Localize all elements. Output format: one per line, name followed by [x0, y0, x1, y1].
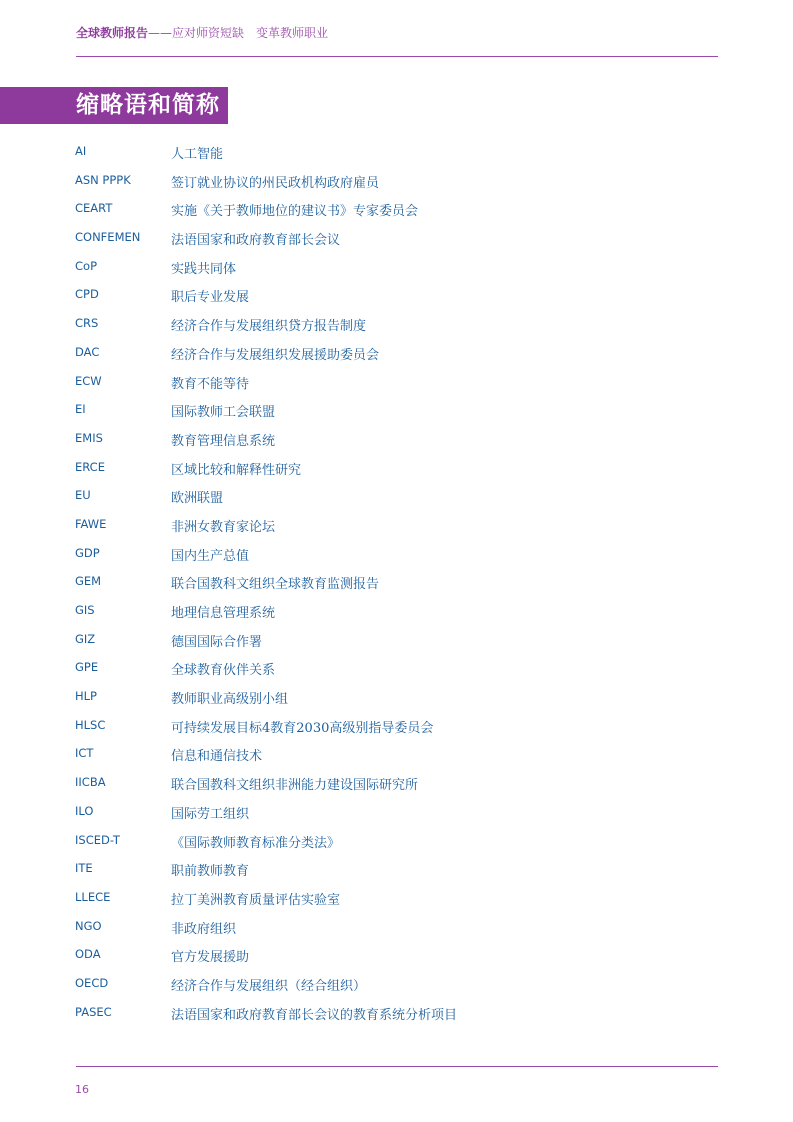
- abbreviation-list: [0, 138, 793, 1027]
- abbreviation-code: ODA: [75, 947, 101, 962]
- abbreviation-row: [0, 597, 793, 626]
- abbreviation-definition: 非洲女教育家论坛: [171, 519, 276, 535]
- abbreviation-row: [0, 339, 793, 368]
- abbreviation-code: CONFEMEN: [75, 230, 141, 245]
- abbreviation-row: [0, 970, 793, 999]
- abbreviation-definition: 法语国家和政府教育部长会议: [171, 233, 341, 249]
- abbreviation-code: GIZ: [75, 631, 96, 646]
- abbreviation-definition: 地理信息管理系统: [171, 606, 276, 621]
- abbreviation-row: [0, 425, 793, 454]
- abbreviation-definition: 经济合作与发展组织（经合组织）: [171, 978, 367, 994]
- abbreviation-definition: 德国国际合作署: [171, 634, 263, 650]
- abbreviation-row: [0, 654, 793, 683]
- footer-divider: [76, 1066, 718, 1067]
- abbreviation-row: [0, 769, 793, 798]
- abbreviation-code: OECD: [75, 975, 109, 990]
- abbreviation-definition: 教育不能等待: [171, 376, 250, 392]
- abbreviation-code: AI: [75, 144, 87, 158]
- abbreviation-definition: 可持续发展目标4教育2030高级别指导委员会: [171, 720, 434, 736]
- abbreviation-definition: 职后专业发展: [171, 290, 250, 306]
- abbreviation-row: [0, 195, 793, 224]
- abbreviation-code: ISCED-T: [75, 832, 120, 847]
- abbreviation-row: [0, 138, 793, 167]
- abbreviation-code: ERCE: [75, 459, 105, 474]
- abbreviation-definition: 全球教育伙伴关系: [171, 663, 276, 679]
- report-subtitle: ——应对师资短缺 变革教师职业: [148, 26, 329, 40]
- abbreviation-row: [0, 740, 793, 769]
- abbreviation-definition: 非政府组织: [171, 921, 237, 937]
- abbreviation-definition: 经济合作与发展组织贷方报告制度: [171, 319, 367, 335]
- report-title: 全球教师报告: [76, 26, 149, 40]
- abbreviation-code: LLECE: [75, 889, 111, 904]
- abbreviation-row: [0, 913, 793, 942]
- abbreviation-code: ILO: [75, 803, 94, 818]
- abbreviation-row: [0, 855, 793, 884]
- abbreviation-row: [0, 884, 793, 913]
- abbreviation-definition: 联合国教科文组织非洲能力建设国际研究所: [171, 778, 419, 794]
- abbreviation-definition: 国内生产总值: [171, 548, 250, 564]
- abbreviation-row: [0, 482, 793, 511]
- abbreviation-code: EI: [75, 402, 86, 417]
- abbreviation-code: CoP: [75, 258, 98, 273]
- abbreviation-definition: 法语国家和政府教育部长会议的教育系统分析项目: [171, 1007, 458, 1023]
- abbreviation-definition: 教育管理信息系统: [171, 433, 276, 449]
- abbreviation-code: GDP: [75, 545, 100, 560]
- abbreviation-definition: 《国际教师教育标准分类法》: [171, 835, 341, 851]
- abbreviation-definition: 信息和通信技术: [171, 749, 263, 765]
- section-title-band: [0, 87, 228, 124]
- abbreviation-definition: 职前教师教育: [171, 864, 250, 880]
- abbreviation-row: [0, 310, 793, 339]
- abbreviation-row: [0, 798, 793, 827]
- abbreviation-code: PASEC: [75, 1004, 112, 1019]
- abbreviation-definition: 国际教师工会联盟: [171, 405, 276, 421]
- abbreviation-code: CPD: [75, 287, 99, 302]
- abbreviation-definition: 欧洲联盟: [171, 491, 224, 507]
- running-header: [76, 25, 328, 41]
- abbreviation-row: [0, 368, 793, 397]
- abbreviation-definition: 人工智能: [171, 147, 224, 162]
- abbreviation-code: GEM: [75, 574, 102, 589]
- abbreviation-definition: 签订就业协议的州民政机构政府雇员: [171, 175, 380, 191]
- abbreviation-code: EU: [75, 488, 91, 503]
- abbreviation-row: [0, 454, 793, 483]
- abbreviation-definition: 经济合作与发展组织发展援助委员会: [171, 347, 380, 363]
- abbreviation-code: IICBA: [75, 775, 106, 790]
- abbreviation-row: [0, 827, 793, 856]
- header-divider: [76, 56, 718, 57]
- abbreviation-row: [0, 568, 793, 597]
- abbreviation-code: ICT: [75, 746, 94, 761]
- abbreviation-definition: 拉丁美洲教育质量评估实验室: [171, 892, 341, 908]
- abbreviation-row: [0, 941, 793, 970]
- abbreviation-row: [0, 253, 793, 282]
- abbreviation-row: [0, 281, 793, 310]
- abbreviation-row: [0, 167, 793, 196]
- abbreviation-code: GIS: [75, 603, 95, 617]
- abbreviation-definition: 教师职业高级别小组: [171, 692, 289, 708]
- abbreviation-code: FAWE: [75, 516, 107, 531]
- abbreviation-row: [0, 999, 793, 1028]
- abbreviation-code: GPE: [75, 660, 99, 675]
- abbreviation-code: ASN PPPK: [75, 172, 131, 187]
- abbreviation-code: CEART: [75, 201, 113, 216]
- abbreviation-code: HLSC: [75, 717, 106, 732]
- abbreviation-row: [0, 511, 793, 540]
- page-title: 缩略语和简称: [76, 92, 220, 118]
- abbreviation-definition: 区域比较和解释性研究: [171, 462, 302, 478]
- abbreviation-definition: 实施《关于教师地位的建议书》专家委员会: [171, 204, 419, 220]
- abbreviation-code: NGO: [75, 918, 102, 933]
- abbreviation-code: EMIS: [75, 430, 103, 445]
- abbreviation-row: [0, 712, 793, 741]
- abbreviation-row: [0, 540, 793, 569]
- abbreviation-code: ITE: [75, 861, 93, 876]
- abbreviation-row: [0, 626, 793, 655]
- abbreviation-definition: 联合国教科文组织全球教育监测报告: [171, 577, 380, 593]
- abbreviation-definition: 国际劳工组织: [171, 806, 250, 822]
- abbreviation-code: CRS: [75, 316, 99, 331]
- abbreviation-code: HLP: [75, 689, 97, 704]
- abbreviation-row: [0, 683, 793, 712]
- abbreviation-row: [0, 396, 793, 425]
- abbreviation-definition: 实践共同体: [171, 261, 237, 277]
- abbreviation-code: DAC: [75, 344, 100, 359]
- page-number: 16: [75, 1083, 89, 1096]
- abbreviation-definition: 官方发展援助: [171, 950, 250, 966]
- abbreviation-code: ECW: [75, 373, 102, 388]
- abbreviation-row: [0, 224, 793, 253]
